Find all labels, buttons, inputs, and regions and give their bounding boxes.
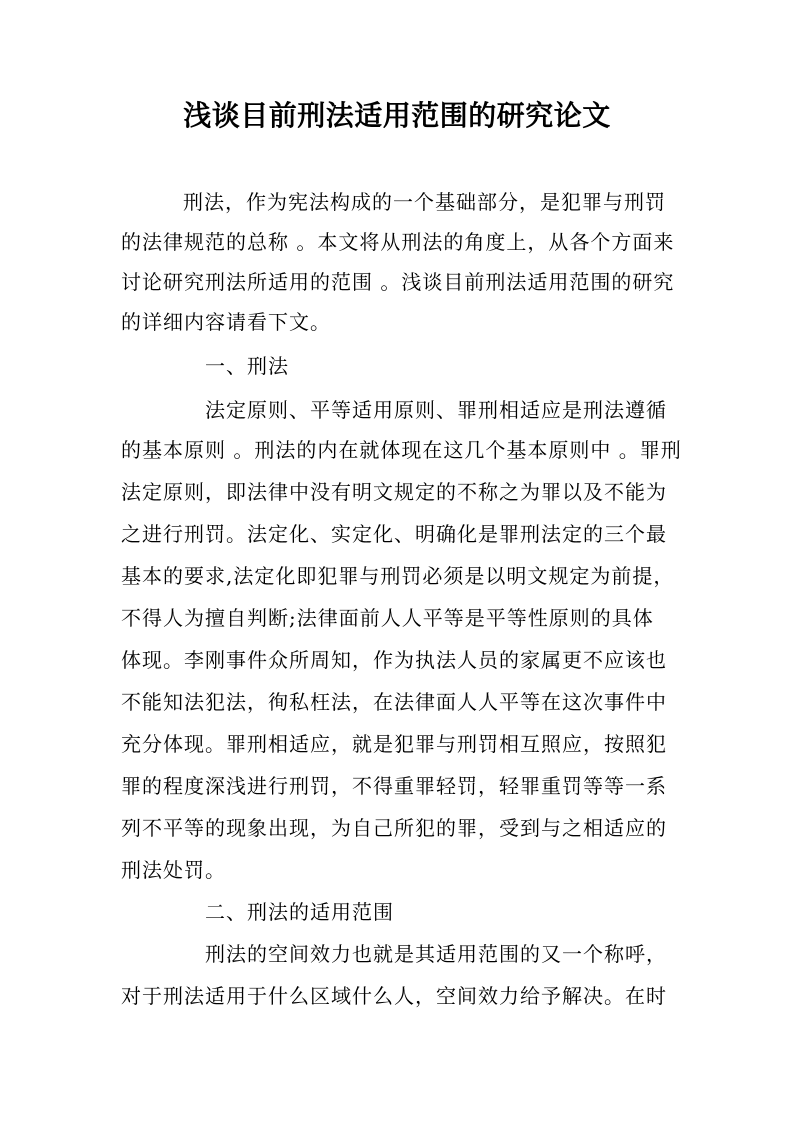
paragraph-line: 不得人为擅自判断;法律面前人人平等是平等性原则的具体 [121, 606, 654, 630]
section-heading: 二、刑法的适用范围 [205, 900, 394, 924]
paragraph-line: 不能知法犯法，徇私枉法，在法律面人人平等在这次事件中 [121, 690, 667, 714]
paragraph-line: 刑法处罚。 [121, 858, 226, 882]
paragraph-line: 列不平等的现象出现，为自己所犯的罪，受到与之相适应的 [121, 816, 667, 840]
paragraph-line: 体现。李刚事件众所周知，作为执法人员的家属更不应该也 [121, 648, 667, 672]
paragraph-line: 罪的程度深浅进行刑罚，不得重罪轻罚，轻罪重罚等等一系 [121, 774, 667, 798]
paragraph-line: 充分体现。罪刑相适应，就是犯罪与刑罚相互照应，按照犯 [121, 732, 667, 756]
paragraph-line: 对于刑法适用于什么区域什么人，空间效力给予解决。在时 [121, 984, 667, 1008]
paragraph-line: 的基本原则 。刑法的内在就体现在这几个基本原则中 。罪刑 [121, 438, 682, 462]
paragraph-line: 之进行刑罚。法定化、实定化、明确化是罪刑法定的三个最 [121, 522, 667, 546]
document-title: 浅谈目前刑法适用范围的研究论文 [183, 99, 611, 132]
paragraph-line: 基本的要求,法定化即犯罪与刑罚必须是以明文规定为前提， [121, 564, 675, 588]
paragraph-line: 讨论研究刑法所适用的范围 。浅谈目前刑法适用范围的研究 [121, 270, 675, 294]
paragraph-line: 的法律规范的总称 。本文将从刑法的角度上，从各个方面来 [121, 230, 675, 254]
paragraph-line: 的详细内容请看下文。 [121, 310, 331, 334]
paragraph-line: 刑法的空间效力也就是其适用范围的又一个称呼， [205, 942, 667, 966]
paragraph-line: 法定原则、平等适用原则、罪刑相适应是刑法遵循 [205, 398, 667, 422]
section-heading: 一、刑法 [205, 354, 289, 378]
paragraph-line: 刑法，作为宪法构成的一个基础部分，是犯罪与刑罚 [183, 190, 666, 214]
paragraph-line: 法定原则，即法律中没有明文规定的不称之为罪以及不能为 [121, 480, 667, 504]
